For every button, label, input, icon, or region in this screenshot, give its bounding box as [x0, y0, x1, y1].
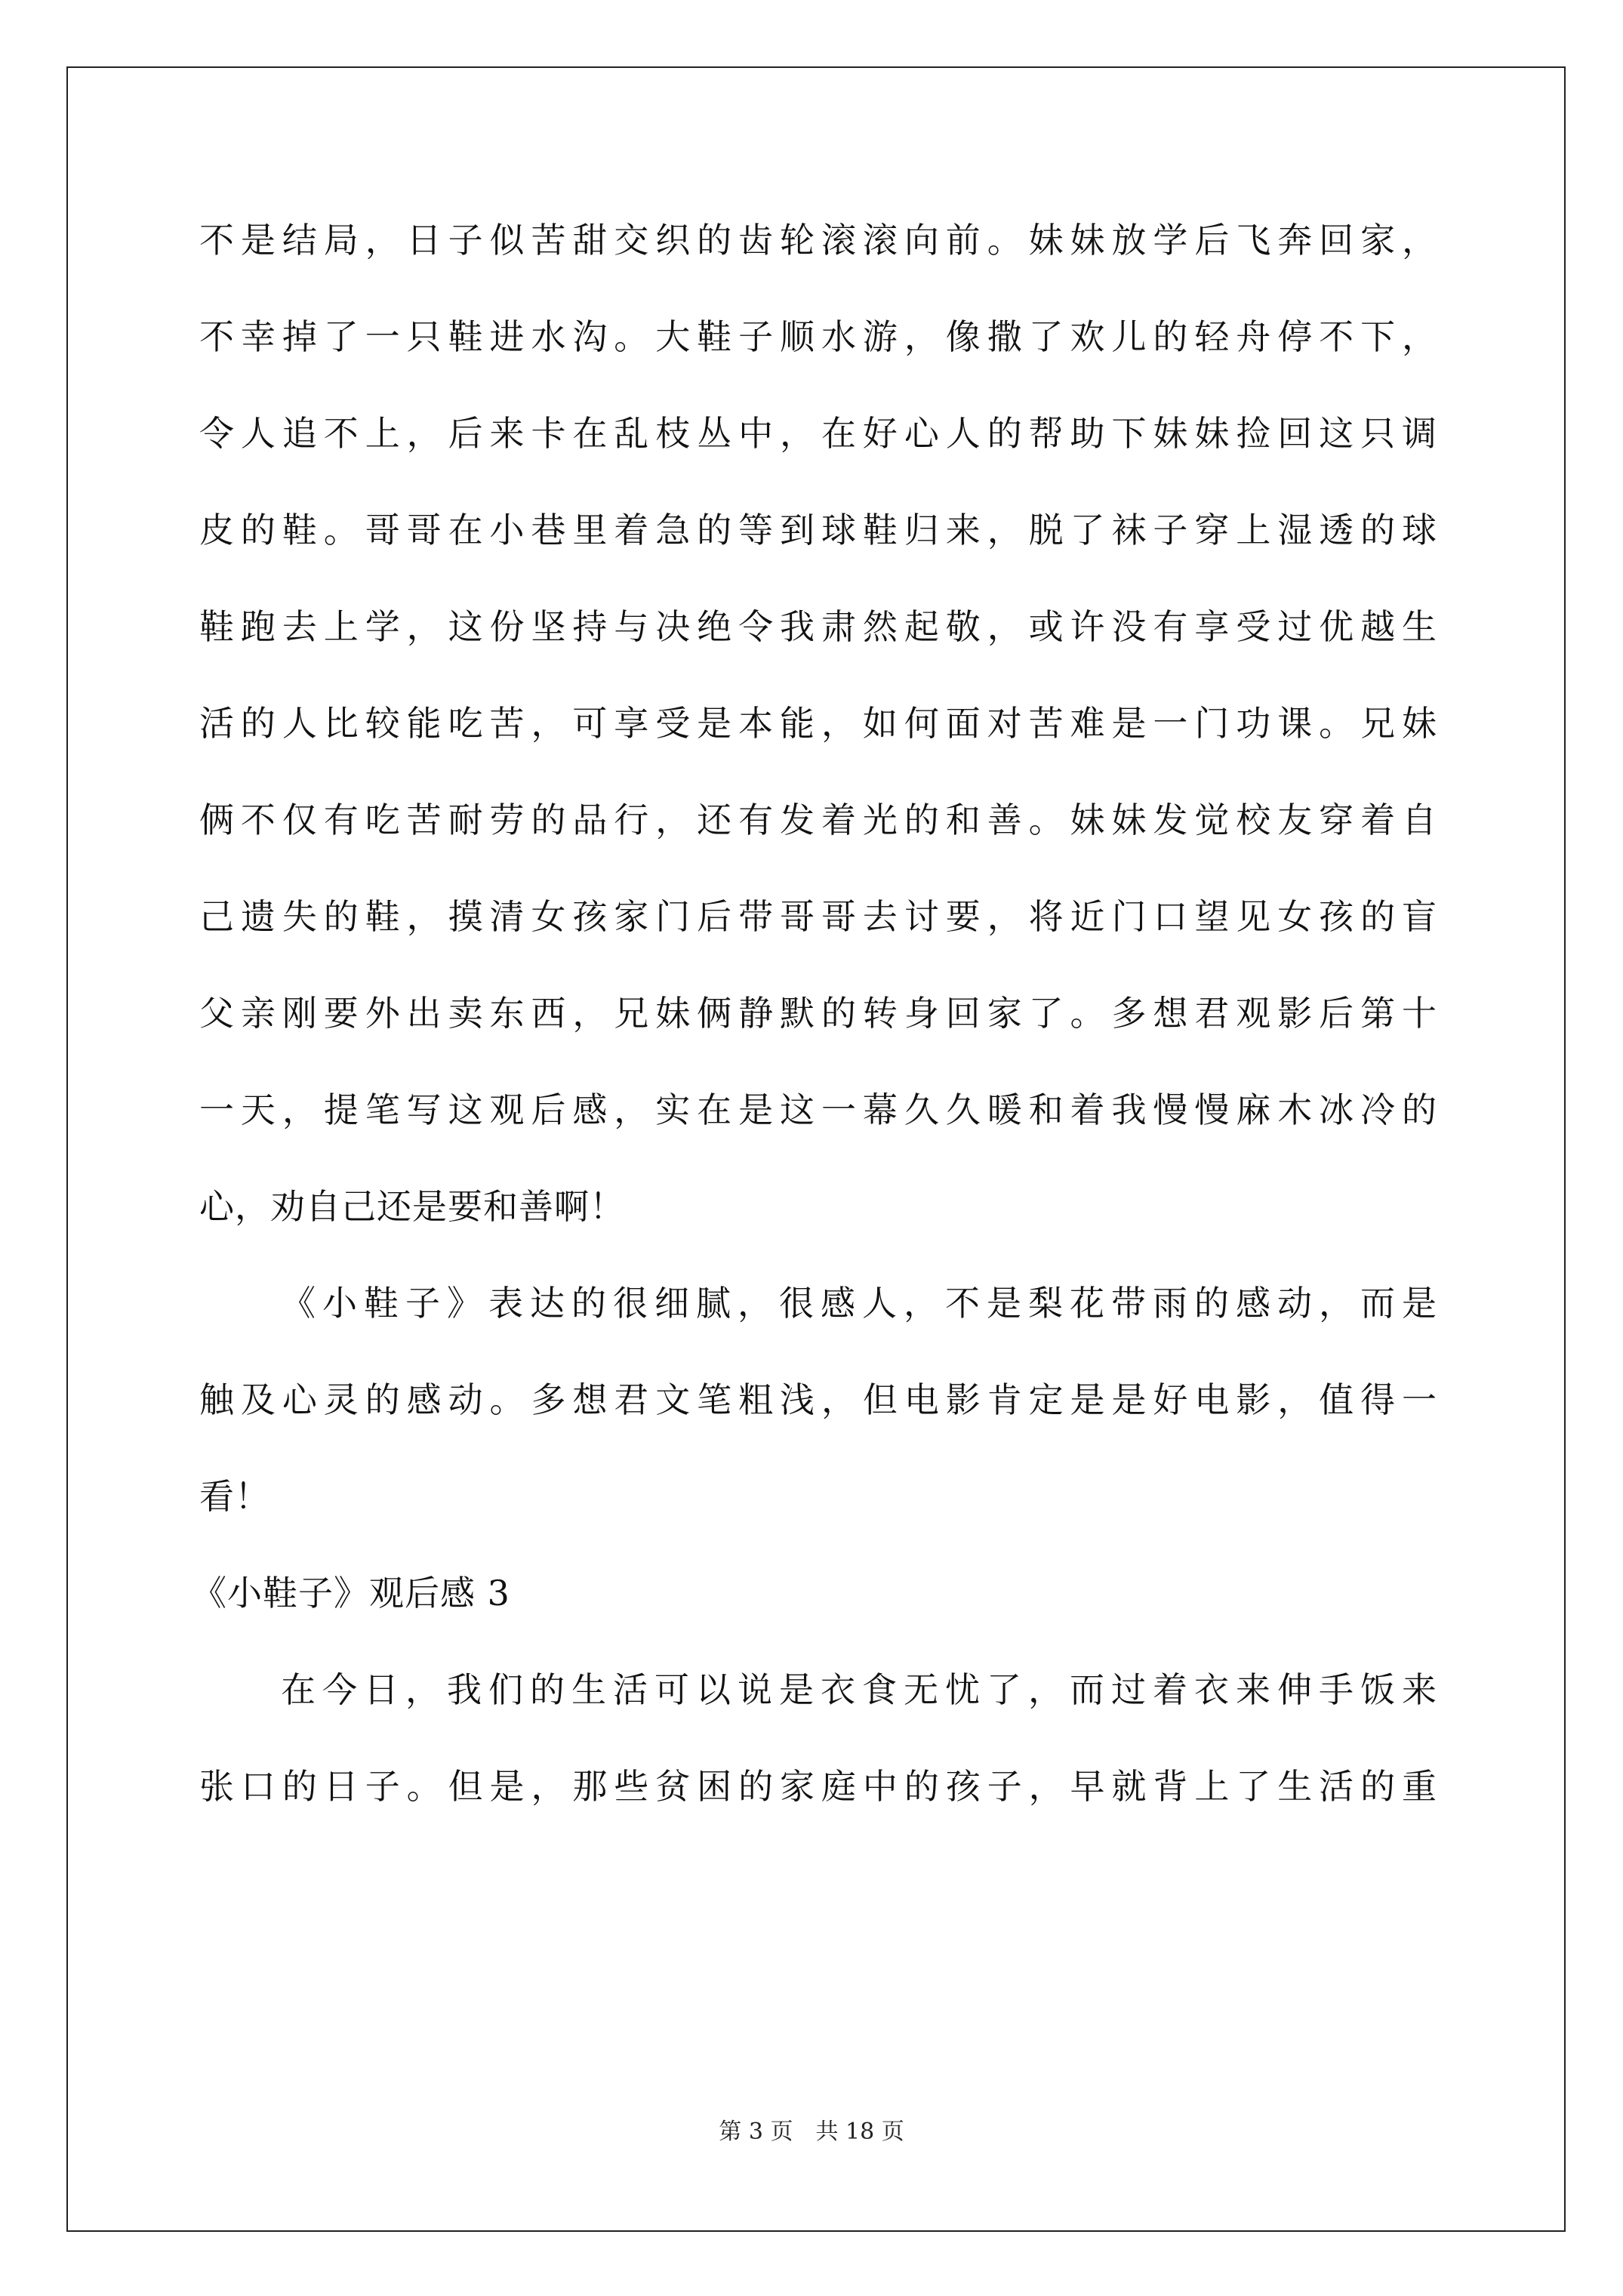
text-line: 在今日，我们的生活可以说是衣食无忧了，而过着衣来伸手饭来 — [281, 1669, 1437, 1710]
text-line: 《小鞋子》表达的很细腻，很感人，不是梨花带雨的感动，而是 — [281, 1283, 1437, 1324]
text-line: 触及心灵的感动。多想君文笔粗浅，但电影肯定是是好电影，值得一 — [199, 1379, 1437, 1420]
text-line: 看！ — [199, 1476, 270, 1517]
text-line: 心，劝自己还是要和善啊！ — [199, 1186, 625, 1227]
text-line: 不是结局，日子似苦甜交织的齿轮滚滚向前。妹妹放学后飞奔回家， — [199, 220, 1437, 260]
text-line: 己遗失的鞋，摸清女孩家门后带哥哥去讨要，将近门口望见女孩的盲 — [199, 896, 1437, 937]
section-heading: 《小鞋子》观后感 3 — [192, 1573, 510, 1613]
text-line: 鞋跑去上学，这份坚持与决绝令我肃然起敬，或许没有享受过优越生 — [199, 606, 1437, 647]
text-line: 令人追不上，后来卡在乱枝丛中，在好心人的帮助下妹妹捡回这只调 — [199, 413, 1437, 454]
page-footer — [0, 2113, 1623, 2146]
text-line: 活的人比较能吃苦，可享受是本能，如何面对苦难是一门功课。兄妹 — [199, 703, 1437, 744]
text-line: 不幸掉了一只鞋进水沟。大鞋子顺水游，像撒了欢儿的轻舟停不下， — [199, 316, 1437, 357]
text-line: 父亲刚要外出卖东西，兄妹俩静默的转身回家了。多想君观影后第十 — [199, 993, 1437, 1034]
page-number: 第 3 页 — [719, 2119, 793, 2145]
text-line: 一天，提笔写这观后感，实在是这一幕久久暖和着我慢慢麻木冰冷的 — [199, 1089, 1437, 1130]
text-line: 张口的日子。但是，那些贫困的家庭中的孩子，早就背上了生活的重 — [199, 1766, 1437, 1807]
text-line: 皮的鞋。哥哥在小巷里着急的等到球鞋归来，脱了袜子穿上湿透的球 — [199, 510, 1437, 550]
text-line: 俩不仅有吃苦耐劳的品行，还有发着光的和善。妹妹发觉校友穿着自 — [199, 800, 1437, 840]
page-total: 共 18 页 — [815, 2119, 904, 2145]
document-body — [192, 192, 1437, 1835]
